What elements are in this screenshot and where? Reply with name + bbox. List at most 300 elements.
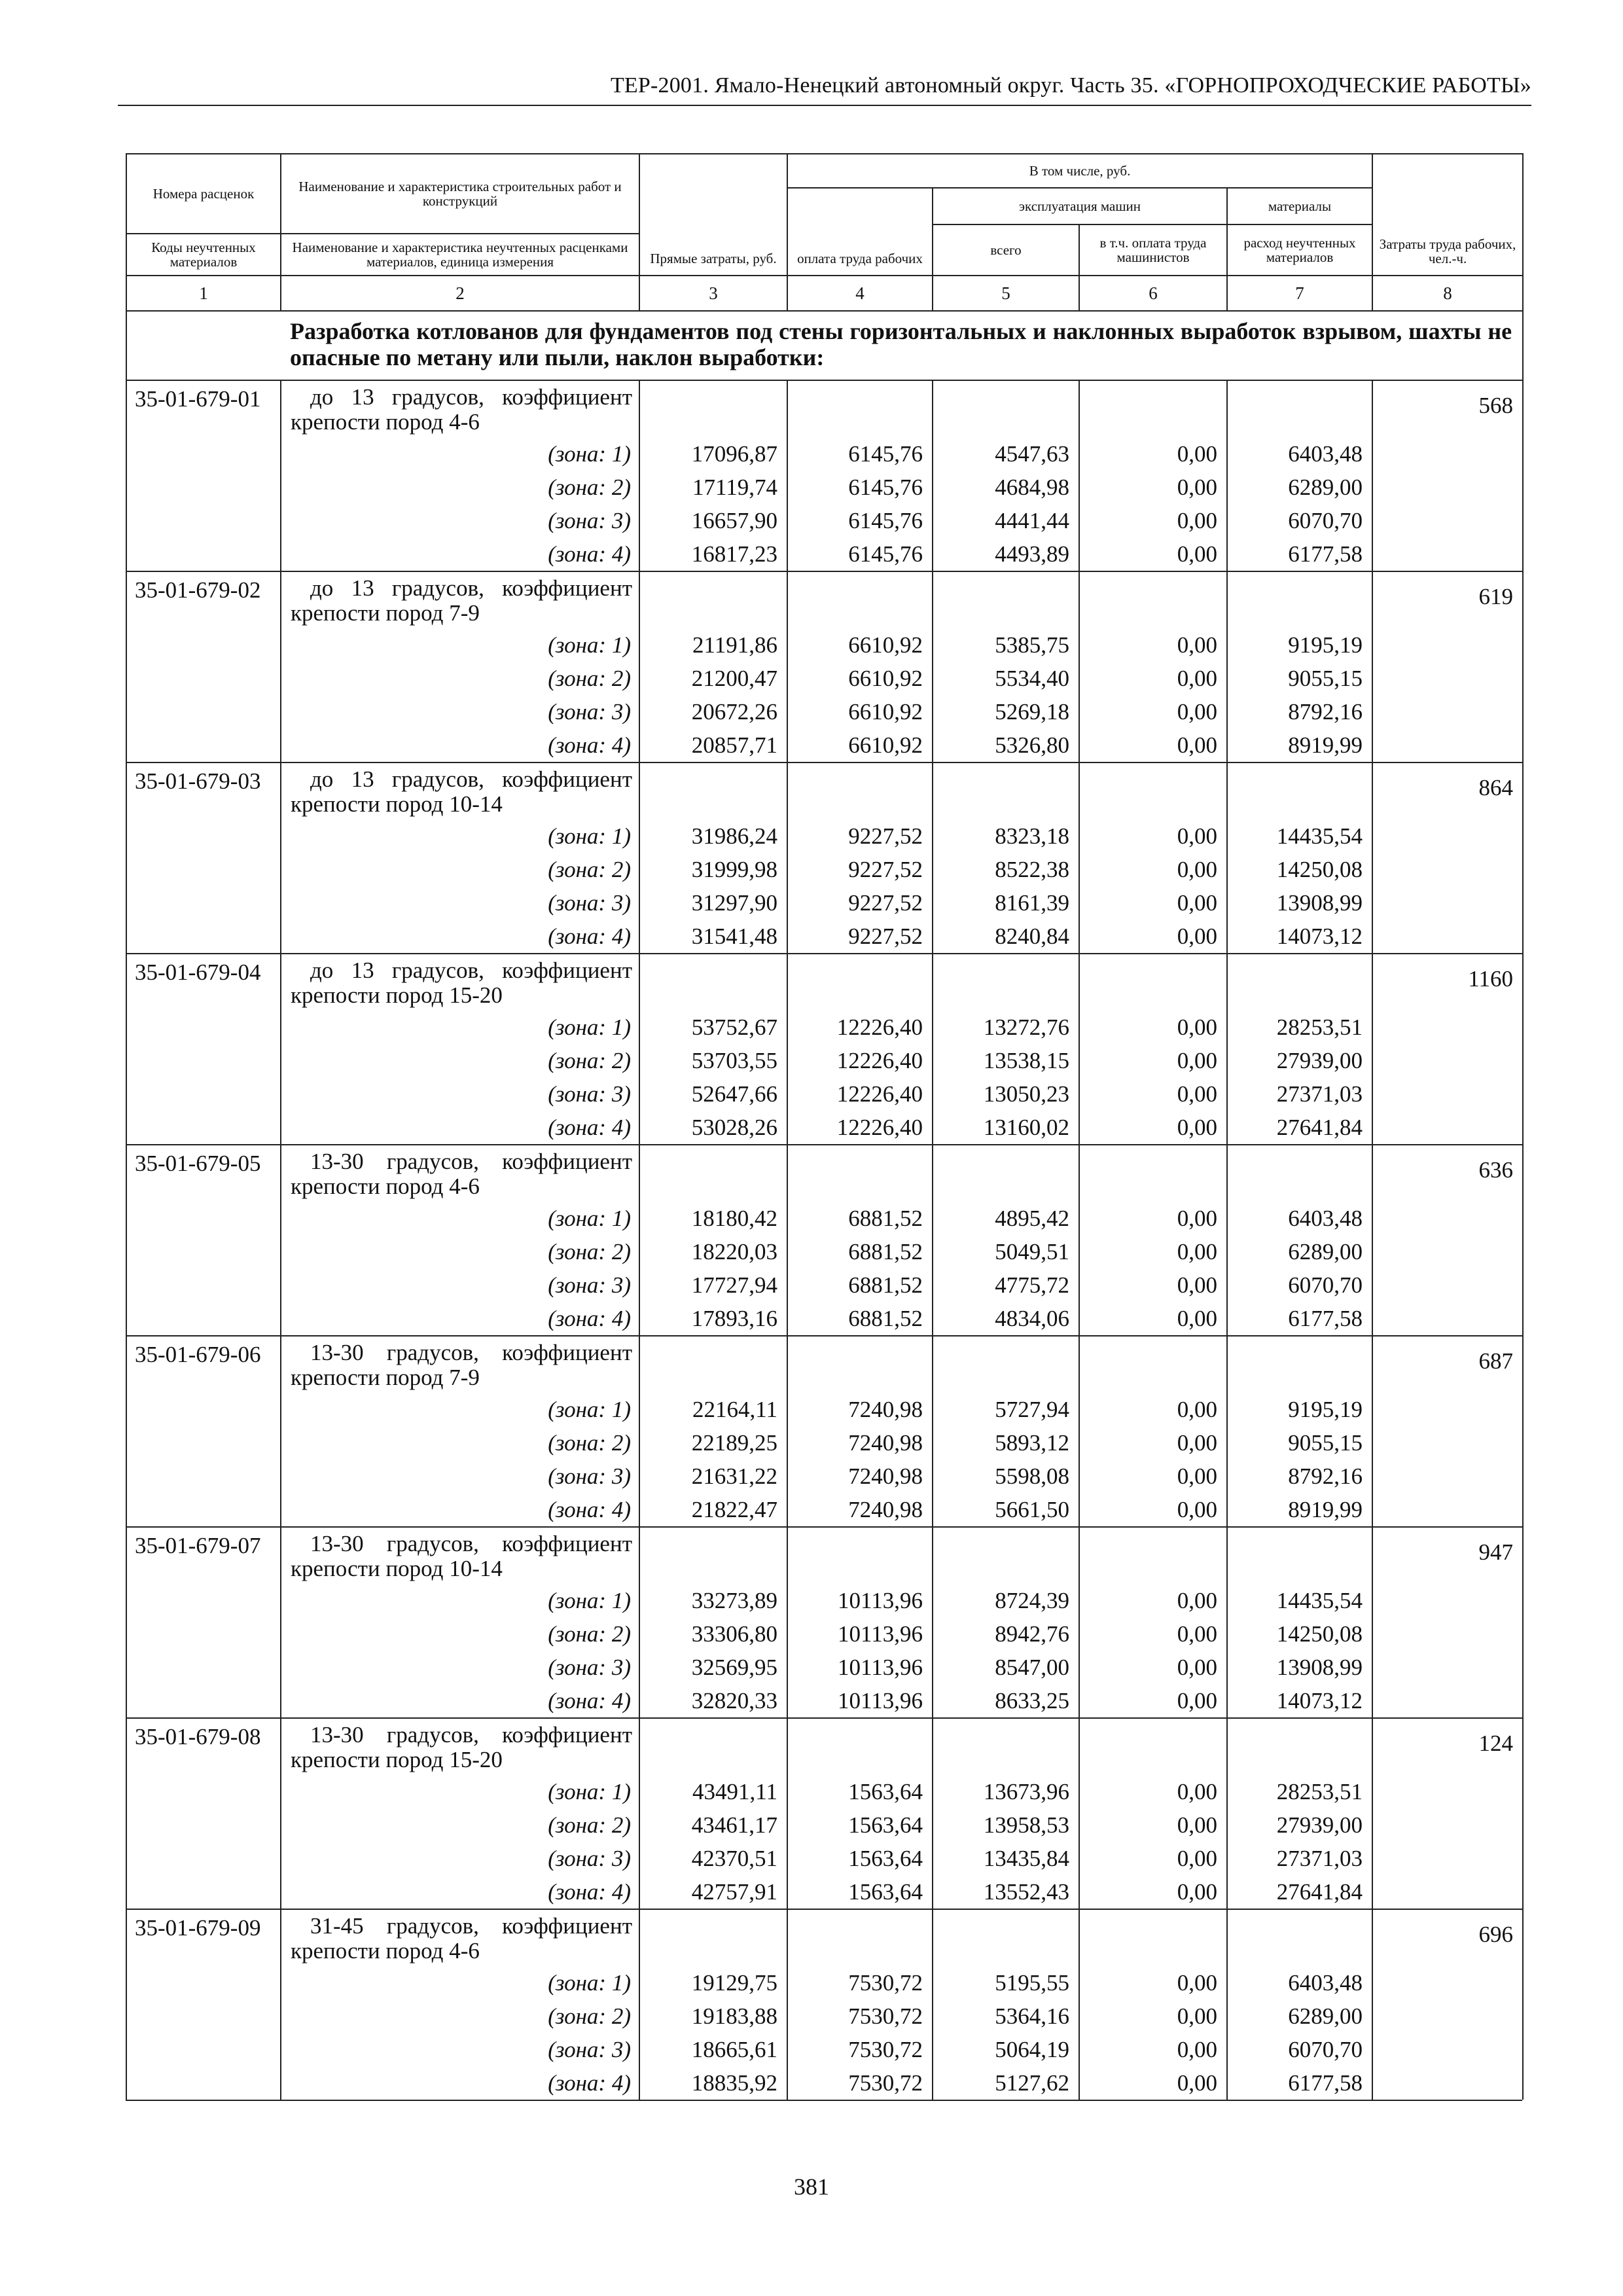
zone-row	[126, 1268, 1523, 1302]
zone-row	[126, 1617, 1523, 1651]
zone-label: (зона: 3)	[281, 886, 639, 920]
column-number: 5	[933, 276, 1079, 311]
empty-cell	[1372, 1393, 1523, 1426]
rate-code: 35-01-679-01	[126, 380, 281, 437]
materials-value: 6289,00	[1227, 471, 1372, 504]
materials-value: 6070,70	[1227, 1268, 1372, 1302]
zone-row	[126, 1651, 1523, 1684]
materials-value: 6289,00	[1227, 2000, 1372, 2033]
materials-value: 9055,15	[1227, 1426, 1372, 1460]
labor-costs: 947	[1372, 1527, 1523, 1584]
worker-pay-value: 7240,98	[787, 1493, 933, 1527]
materials-value: 14073,12	[1227, 920, 1372, 954]
zone-label: (зона: 3)	[281, 1460, 639, 1493]
direct-costs-value: 31986,24	[639, 819, 787, 853]
empty-cell	[639, 571, 787, 628]
column-number: 4	[787, 276, 933, 311]
worker-pay-value: 1563,64	[787, 1875, 933, 1909]
empty-cell	[1227, 1527, 1372, 1584]
empty-cell	[1372, 1966, 1523, 2000]
materials-value: 6403,48	[1227, 437, 1372, 471]
machines-total-value: 5049,51	[933, 1235, 1079, 1268]
empty-cell	[639, 1145, 787, 1202]
machinist-pay-value: 0,00	[1079, 1460, 1227, 1493]
empty-cell	[126, 1808, 281, 1842]
worker-pay-value: 1563,64	[787, 1842, 933, 1875]
direct-costs-value: 43461,17	[639, 1808, 787, 1842]
machines-total-value: 8240,84	[933, 920, 1079, 954]
empty-cell	[126, 1651, 281, 1684]
zone-row	[126, 1011, 1523, 1044]
direct-costs-value: 20857,71	[639, 728, 787, 762]
rate-entry-row	[126, 1336, 1523, 1393]
zone-row	[126, 1077, 1523, 1111]
worker-pay-value: 12226,40	[787, 1044, 933, 1077]
zone-row	[126, 1775, 1523, 1808]
machinist-pay-value: 0,00	[1079, 1808, 1227, 1842]
worker-pay-value: 6145,76	[787, 504, 933, 537]
direct-costs-value: 19183,88	[639, 2000, 787, 2033]
empty-cell	[639, 762, 787, 819]
header-materials: материалы	[1227, 188, 1372, 224]
empty-cell	[1372, 1493, 1523, 1527]
direct-costs-value: 31999,98	[639, 853, 787, 886]
work-name-first-text: до 13 градусов, коэффициент	[310, 575, 632, 601]
machines-total-value: 5326,80	[933, 728, 1079, 762]
work-name-first-text: до 13 градусов, коэффициент	[310, 958, 632, 983]
materials-value: 27371,03	[1227, 1842, 1372, 1875]
empty-cell	[126, 628, 281, 662]
materials-value: 9195,19	[1227, 628, 1372, 662]
direct-costs-value: 16817,23	[639, 537, 787, 571]
work-name-first-line	[291, 1340, 632, 1365]
empty-cell	[1372, 1842, 1523, 1875]
empty-cell	[933, 380, 1079, 437]
rates-table	[126, 153, 1524, 2100]
machinist-pay-value: 0,00	[1079, 1684, 1227, 1718]
empty-cell	[126, 1460, 281, 1493]
materials-value: 27371,03	[1227, 1077, 1372, 1111]
header-machinist-pay: в т.ч. оплата труда машинистов	[1079, 224, 1227, 276]
materials-value: 9055,15	[1227, 662, 1372, 695]
work-name-cell	[281, 1527, 639, 1584]
rate-code: 35-01-679-08	[126, 1718, 281, 1775]
column-number: 3	[639, 276, 787, 311]
empty-cell	[787, 571, 933, 628]
machinist-pay-value: 0,00	[1079, 819, 1227, 853]
machines-total-value: 13050,23	[933, 1077, 1079, 1111]
empty-cell	[126, 1044, 281, 1077]
worker-pay-value: 1563,64	[787, 1808, 933, 1842]
labor-costs: 864	[1372, 762, 1523, 819]
machines-total-value: 5269,18	[933, 695, 1079, 728]
worker-pay-value: 6145,76	[787, 537, 933, 571]
zone-label: (зона: 2)	[281, 1426, 639, 1460]
materials-value: 8919,99	[1227, 728, 1372, 762]
empty-cell	[787, 954, 933, 1011]
worker-pay-value: 6610,92	[787, 662, 933, 695]
direct-costs-value: 19129,75	[639, 1966, 787, 2000]
zone-label: (зона: 1)	[281, 1584, 639, 1617]
zone-label: (зона: 4)	[281, 537, 639, 571]
empty-cell	[126, 1842, 281, 1875]
materials-value: 6070,70	[1227, 504, 1372, 537]
machinist-pay-value: 0,00	[1079, 886, 1227, 920]
direct-costs-value: 32569,95	[639, 1651, 787, 1684]
zone-label: (зона: 3)	[281, 1651, 639, 1684]
empty-cell	[126, 920, 281, 954]
direct-costs-value: 33273,89	[639, 1584, 787, 1617]
empty-cell	[126, 1684, 281, 1718]
machines-total-value: 5364,16	[933, 2000, 1079, 2033]
direct-costs-value: 53703,55	[639, 1044, 787, 1077]
direct-costs-value: 21631,22	[639, 1460, 787, 1493]
column-number: 8	[1372, 276, 1523, 311]
zone-label: (зона: 1)	[281, 628, 639, 662]
worker-pay-value: 6881,52	[787, 1302, 933, 1336]
work-name-second-line: крепости пород 4-6	[291, 1938, 480, 1964]
empty-cell	[126, 1302, 281, 1336]
empty-cell	[126, 1268, 281, 1302]
work-name-cell	[281, 954, 639, 1011]
machinist-pay-value: 0,00	[1079, 1617, 1227, 1651]
direct-costs-value: 52647,66	[639, 1077, 787, 1111]
materials-value: 28253,51	[1227, 1775, 1372, 1808]
header-work-name: Наименование и характеристика строительных работ и конструкций	[281, 154, 639, 234]
empty-cell	[1372, 437, 1523, 471]
empty-cell	[126, 2033, 281, 2066]
zone-label: (зона: 2)	[281, 853, 639, 886]
machinist-pay-value: 0,00	[1079, 2066, 1227, 2100]
worker-pay-value: 9227,52	[787, 920, 933, 954]
header-worker-pay: оплата труда рабочих	[787, 188, 933, 276]
work-name-second-line: крепости пород 10-14	[291, 1556, 503, 1581]
empty-cell	[1372, 1202, 1523, 1235]
worker-pay-value: 10113,96	[787, 1584, 933, 1617]
rate-entry-row	[126, 571, 1523, 628]
worker-pay-value: 9227,52	[787, 819, 933, 853]
machinist-pay-value: 0,00	[1079, 1493, 1227, 1527]
empty-cell	[1372, 662, 1523, 695]
work-name-second-line: крепости пород 4-6	[291, 1174, 480, 1199]
empty-cell	[126, 2000, 281, 2033]
machines-total-value: 4895,42	[933, 1202, 1079, 1235]
empty-cell	[126, 1077, 281, 1111]
empty-cell	[126, 504, 281, 537]
worker-pay-value: 7530,72	[787, 2000, 933, 2033]
machines-total-value: 8724,39	[933, 1584, 1079, 1617]
empty-cell	[1372, 1011, 1523, 1044]
empty-cell	[126, 886, 281, 920]
empty-cell	[1079, 1527, 1227, 1584]
empty-cell	[639, 1718, 787, 1775]
worker-pay-value: 10113,96	[787, 1617, 933, 1651]
zone-row	[126, 1684, 1523, 1718]
empty-cell	[1227, 1718, 1372, 1775]
empty-cell	[126, 1617, 281, 1651]
machines-total-value: 13538,15	[933, 1044, 1079, 1077]
empty-cell	[126, 1011, 281, 1044]
section-title: Разработка котлованов для фундаментов под стены горизонтальных и наклонных выработок взрывом, шахты не опасные по метану или пыли, наклон выработки:	[290, 318, 1512, 370]
worker-pay-value: 6610,92	[787, 628, 933, 662]
materials-value: 6070,70	[1227, 2033, 1372, 2066]
worker-pay-value: 12226,40	[787, 1011, 933, 1044]
empty-cell	[1079, 380, 1227, 437]
empty-cell	[126, 662, 281, 695]
machines-total-value: 8323,18	[933, 819, 1079, 853]
empty-cell	[933, 1145, 1079, 1202]
direct-costs-value: 16657,90	[639, 504, 787, 537]
direct-costs-value: 18665,61	[639, 2033, 787, 2066]
empty-cell	[126, 1202, 281, 1235]
direct-costs-value: 20672,26	[639, 695, 787, 728]
materials-value: 13908,99	[1227, 886, 1372, 920]
machinist-pay-value: 0,00	[1079, 662, 1227, 695]
materials-value: 6403,48	[1227, 1966, 1372, 2000]
work-name-first-text: 13-30 градусов, коэффициент	[310, 1340, 632, 1365]
direct-costs-value: 31297,90	[639, 886, 787, 920]
zone-row	[126, 1842, 1523, 1875]
work-name-second-line: крепости пород 4-6	[291, 409, 480, 435]
zone-row	[126, 1044, 1523, 1077]
zone-row	[126, 728, 1523, 762]
machines-total-value: 13673,96	[933, 1775, 1079, 1808]
direct-costs-value: 53752,67	[639, 1011, 787, 1044]
column-number: 1	[126, 276, 281, 311]
zone-row	[126, 695, 1523, 728]
zone-label: (зона: 4)	[281, 2066, 639, 2100]
labor-costs: 568	[1372, 380, 1523, 437]
work-name-first-line	[291, 1914, 632, 1939]
empty-cell	[1227, 1145, 1372, 1202]
zone-label: (зона: 1)	[281, 1011, 639, 1044]
header-including: В том числе, руб.	[787, 154, 1372, 188]
empty-cell	[126, 853, 281, 886]
empty-cell	[787, 1718, 933, 1775]
labor-costs: 636	[1372, 1145, 1523, 1202]
worker-pay-value: 12226,40	[787, 1077, 933, 1111]
machinist-pay-value: 0,00	[1079, 728, 1227, 762]
empty-cell	[1372, 1235, 1523, 1268]
rate-entry-row	[126, 1909, 1523, 1966]
zone-label: (зона: 4)	[281, 1875, 639, 1909]
materials-value: 8919,99	[1227, 1493, 1372, 1527]
rates-table-wrapper	[126, 153, 1522, 2101]
machinist-pay-value: 0,00	[1079, 1842, 1227, 1875]
worker-pay-value: 6145,76	[787, 471, 933, 504]
machines-total-value: 5893,12	[933, 1426, 1079, 1460]
rate-code: 35-01-679-04	[126, 954, 281, 1011]
worker-pay-value: 6610,92	[787, 695, 933, 728]
zone-row	[126, 1302, 1523, 1336]
materials-value: 14435,54	[1227, 819, 1372, 853]
direct-costs-value: 33306,80	[639, 1617, 787, 1651]
table-bottom-rule	[126, 2100, 1522, 2101]
empty-cell	[1227, 571, 1372, 628]
machinist-pay-value: 0,00	[1079, 1393, 1227, 1426]
empty-cell	[1372, 1617, 1523, 1651]
machines-total-value: 4775,72	[933, 1268, 1079, 1302]
empty-cell	[1372, 628, 1523, 662]
machines-total-value: 13552,43	[933, 1875, 1079, 1909]
work-name-first-text: до 13 градусов, коэффициент	[310, 384, 632, 410]
empty-cell	[126, 1426, 281, 1460]
empty-cell	[1372, 471, 1523, 504]
materials-value: 6177,58	[1227, 537, 1372, 571]
work-name-first-line	[291, 1149, 632, 1174]
worker-pay-value: 6881,52	[787, 1235, 933, 1268]
worker-pay-value: 7530,72	[787, 2033, 933, 2066]
work-name-first-text: 13-30 градусов, коэффициент	[310, 1149, 632, 1174]
work-name-cell	[281, 762, 639, 819]
work-name-first-line	[291, 385, 632, 410]
header-rate-numbers: Номера расценок	[126, 154, 281, 234]
zone-label: (зона: 2)	[281, 2000, 639, 2033]
empty-cell	[1372, 1302, 1523, 1336]
column-number: 6	[1079, 276, 1227, 311]
zone-row	[126, 1584, 1523, 1617]
zone-row	[126, 628, 1523, 662]
zone-label: (зона: 3)	[281, 1842, 639, 1875]
machines-total-value: 13435,84	[933, 1842, 1079, 1875]
zone-label: (зона: 4)	[281, 1493, 639, 1527]
rate-entry-row	[126, 762, 1523, 819]
work-name-first-text: 13-30 градусов, коэффициент	[310, 1722, 632, 1748]
zone-row	[126, 1460, 1523, 1493]
materials-value: 14073,12	[1227, 1684, 1372, 1718]
empty-cell	[126, 1775, 281, 1808]
direct-costs-value: 17119,74	[639, 471, 787, 504]
worker-pay-value: 7240,98	[787, 1393, 933, 1426]
empty-cell	[1372, 1584, 1523, 1617]
machines-total-value: 4493,89	[933, 537, 1079, 571]
empty-cell	[787, 1145, 933, 1202]
worker-pay-value: 10113,96	[787, 1651, 933, 1684]
empty-cell	[126, 1111, 281, 1145]
materials-value: 6177,58	[1227, 1302, 1372, 1336]
zone-row	[126, 437, 1523, 471]
empty-cell	[933, 571, 1079, 628]
materials-value: 8792,16	[1227, 695, 1372, 728]
work-name-first-text: 13-30 градусов, коэффициент	[310, 1531, 632, 1556]
zone-row	[126, 1235, 1523, 1268]
empty-cell	[1372, 1875, 1523, 1909]
zone-label: (зона: 2)	[281, 1044, 639, 1077]
empty-cell	[126, 728, 281, 762]
empty-cell	[126, 695, 281, 728]
machinist-pay-value: 0,00	[1079, 1268, 1227, 1302]
machines-total-value: 5064,19	[933, 2033, 1079, 2066]
worker-pay-value: 10113,96	[787, 1684, 933, 1718]
worker-pay-value: 6610,92	[787, 728, 933, 762]
work-name-second-line: крепости пород 10-14	[291, 791, 503, 817]
header-direct-costs: Прямые затраты, руб.	[639, 154, 787, 276]
work-name-first-line	[291, 1723, 632, 1748]
zone-row	[126, 2000, 1523, 2033]
machinist-pay-value: 0,00	[1079, 1202, 1227, 1235]
empty-cell	[1372, 886, 1523, 920]
empty-cell	[1372, 1077, 1523, 1111]
page-number: 381	[794, 2174, 829, 2200]
zone-row	[126, 819, 1523, 853]
empty-cell	[933, 1718, 1079, 1775]
empty-cell	[787, 380, 933, 437]
zone-label: (зона: 3)	[281, 1077, 639, 1111]
machinist-pay-value: 0,00	[1079, 1077, 1227, 1111]
work-name-cell	[281, 1145, 639, 1202]
zone-row	[126, 2066, 1523, 2100]
labor-costs: 619	[1372, 571, 1523, 628]
machines-total-value: 13160,02	[933, 1111, 1079, 1145]
labor-costs: 696	[1372, 1909, 1523, 1966]
machinist-pay-value: 0,00	[1079, 1044, 1227, 1077]
header-rule	[118, 105, 1531, 106]
zone-label: (зона: 2)	[281, 471, 639, 504]
empty-cell	[639, 1336, 787, 1393]
rate-code: 35-01-679-09	[126, 1909, 281, 1966]
work-name-cell	[281, 1336, 639, 1393]
machinist-pay-value: 0,00	[1079, 1651, 1227, 1684]
empty-cell	[126, 2066, 281, 2100]
zone-label: (зона: 4)	[281, 1684, 639, 1718]
work-name-cell	[281, 571, 639, 628]
rate-entry-row	[126, 1145, 1523, 1202]
zone-label: (зона: 2)	[281, 1808, 639, 1842]
worker-pay-value: 7530,72	[787, 2066, 933, 2100]
machines-total-value: 8633,25	[933, 1684, 1079, 1718]
empty-cell	[126, 471, 281, 504]
empty-cell	[126, 1875, 281, 1909]
machinist-pay-value: 0,00	[1079, 1775, 1227, 1808]
column-number: 2	[281, 276, 639, 311]
materials-value: 27939,00	[1227, 1808, 1372, 1842]
empty-cell	[1372, 853, 1523, 886]
rate-code: 35-01-679-02	[126, 571, 281, 628]
empty-cell	[1372, 537, 1523, 571]
machinist-pay-value: 0,00	[1079, 1875, 1227, 1909]
worker-pay-value: 9227,52	[787, 853, 933, 886]
worker-pay-value: 9227,52	[787, 886, 933, 920]
empty-cell	[933, 1527, 1079, 1584]
machinist-pay-value: 0,00	[1079, 695, 1227, 728]
machinist-pay-value: 0,00	[1079, 537, 1227, 571]
work-name-cell	[281, 1909, 639, 1966]
empty-cell	[1079, 1336, 1227, 1393]
rate-entry-row	[126, 1527, 1523, 1584]
machinist-pay-value: 0,00	[1079, 853, 1227, 886]
zone-row	[126, 537, 1523, 571]
zone-row	[126, 853, 1523, 886]
machines-total-value: 5127,62	[933, 2066, 1079, 2100]
work-name-cell	[281, 380, 639, 437]
materials-value: 8792,16	[1227, 1460, 1372, 1493]
materials-value: 27939,00	[1227, 1044, 1372, 1077]
zone-label: (зона: 1)	[281, 1393, 639, 1426]
machines-total-value: 8522,38	[933, 853, 1079, 886]
machines-total-value: 8547,00	[933, 1651, 1079, 1684]
materials-value: 14250,08	[1227, 1617, 1372, 1651]
machines-total-value: 8942,76	[933, 1617, 1079, 1651]
machinist-pay-value: 0,00	[1079, 437, 1227, 471]
empty-cell	[787, 762, 933, 819]
work-name-first-line	[291, 958, 632, 983]
section-title-spacer	[126, 311, 281, 380]
work-name-first-text: до 13 градусов, коэффициент	[310, 766, 632, 792]
direct-costs-value: 18835,92	[639, 2066, 787, 2100]
empty-cell	[787, 1527, 933, 1584]
table-body	[126, 311, 1523, 2100]
zone-row	[126, 1808, 1523, 1842]
